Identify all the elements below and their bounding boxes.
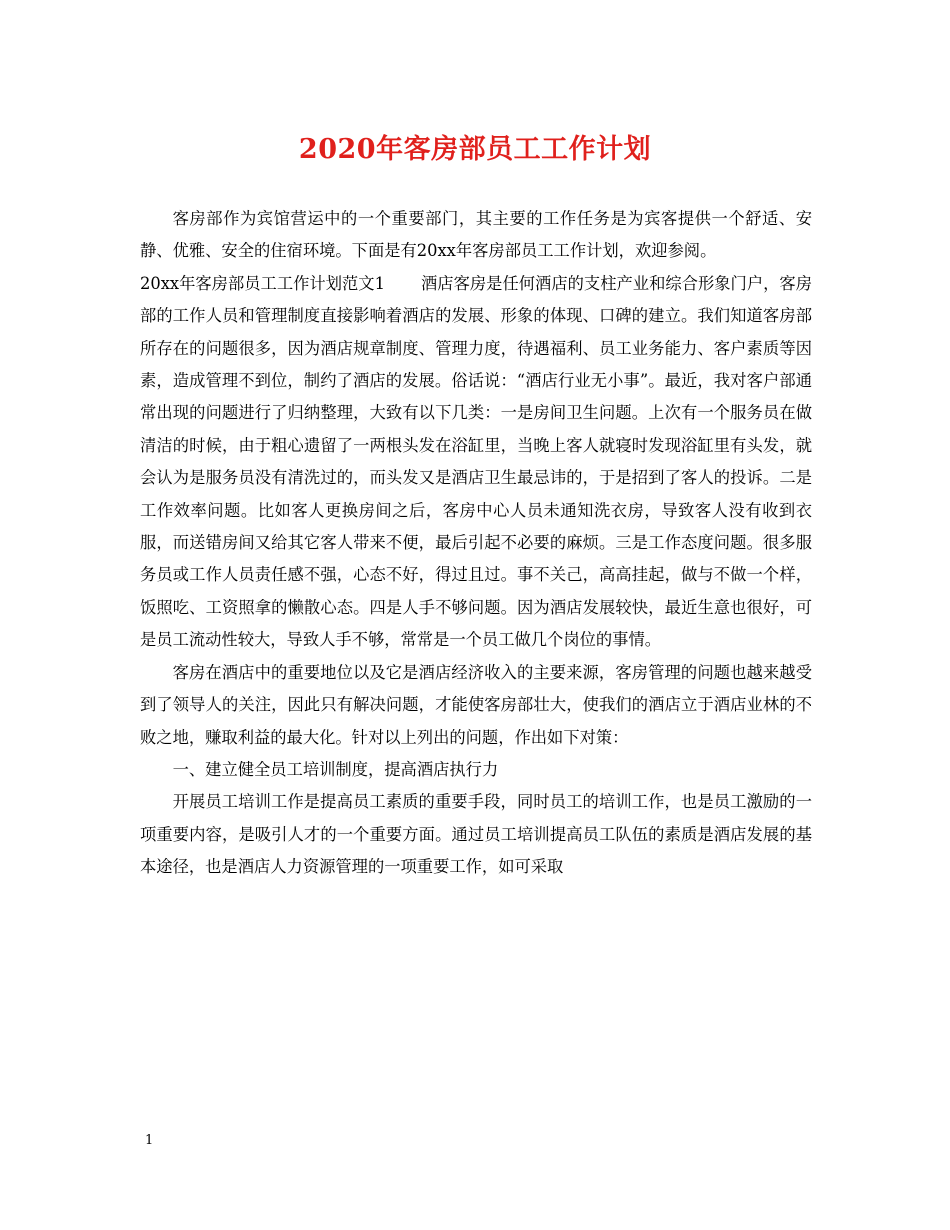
intro-paragraph: 客房部作为宾馆营运中的一个重要部门，其主要的工作任务是为宾客提供一个舒适、安静、优雅、安全的住宿环境。下面是有20xx年客房部员工工作计划，欢迎参阅。 [140,209,812,261]
paragraph-3: 客房在酒店中的重要地位以及它是酒店经济收入的主要来源，客房管理的问题也越来越受到了领导人的关注，因此只有解决问题，才能使客房部壮大，使我们的酒店立于酒店业林的不败之地，赚取利益的最大化。针对以上列出的问题，作出如下对策： [140,662,812,747]
section-label: 20xx年客房部员工工作计划范文1 [140,273,385,293]
section-heading-1: 一、建立健全员工培训制度，提高酒店执行力 [172,759,499,779]
paragraph-4: 开展员工培训工作是提高员工素质的重要手段，同时员工的培训工作，也是员工激励的一项重要内容，是吸引人才的一个重要方面。通过员工培训提高员工队伍的素质是酒店发展的基本途径，也是酒店人力资源管理的一项重要工作，如可采取 [140,792,812,877]
document-body [140,203,812,884]
section-paragraph [140,268,812,657]
page-number: 1 [145,1133,154,1148]
section-body: 酒店客房是任何酒店的支柱产业和综合形象门户，客房部的工作人员和管理制度直接影响着酒店的发展、形象的体现、口碑的建立。我们知道客房部所存在的问题很多，因为酒店规章制度、管理力度，待遇福利、员工业务能力、客户素质等因素，造成管理不到位，制约了酒店的发展。俗话说：“酒店行业无小事”。最近，我对客户部通常出现的问题进行了归纳整理，大致有以下几类：一是房间卫生问题。上次有一个服务员在做清洁的时候，由于粗心遗留了一两根头发在浴缸里，当晚上客人就寝时发现浴缸里有头发，就会认为是服务员没有清洗过的，而头发又是酒店卫生最忌讳的，于是招到了客人的投诉。二是工作效率问题。比如客人更换房间之后，客房中心人员未通知洗衣房，导致客人没有收到衣服，而送错房间又给其它客人带来不便，最后引起不必要的麻烦。三是工作态度问题。很多服务员或工作人员责任感不强，心态不好，得过且过。事不关己，高高挂起，做与不做一个样，饭照吃、工资照拿的懒散心态。四是人手不够问题。因为酒店发展较快，最近生意也很好，可是员工流动性较大，导致人手不够，常常是一个员工做几个岗位的事情。 [140,273,812,650]
document-title: 2020年客房部员工工作计划 [298,134,652,165]
